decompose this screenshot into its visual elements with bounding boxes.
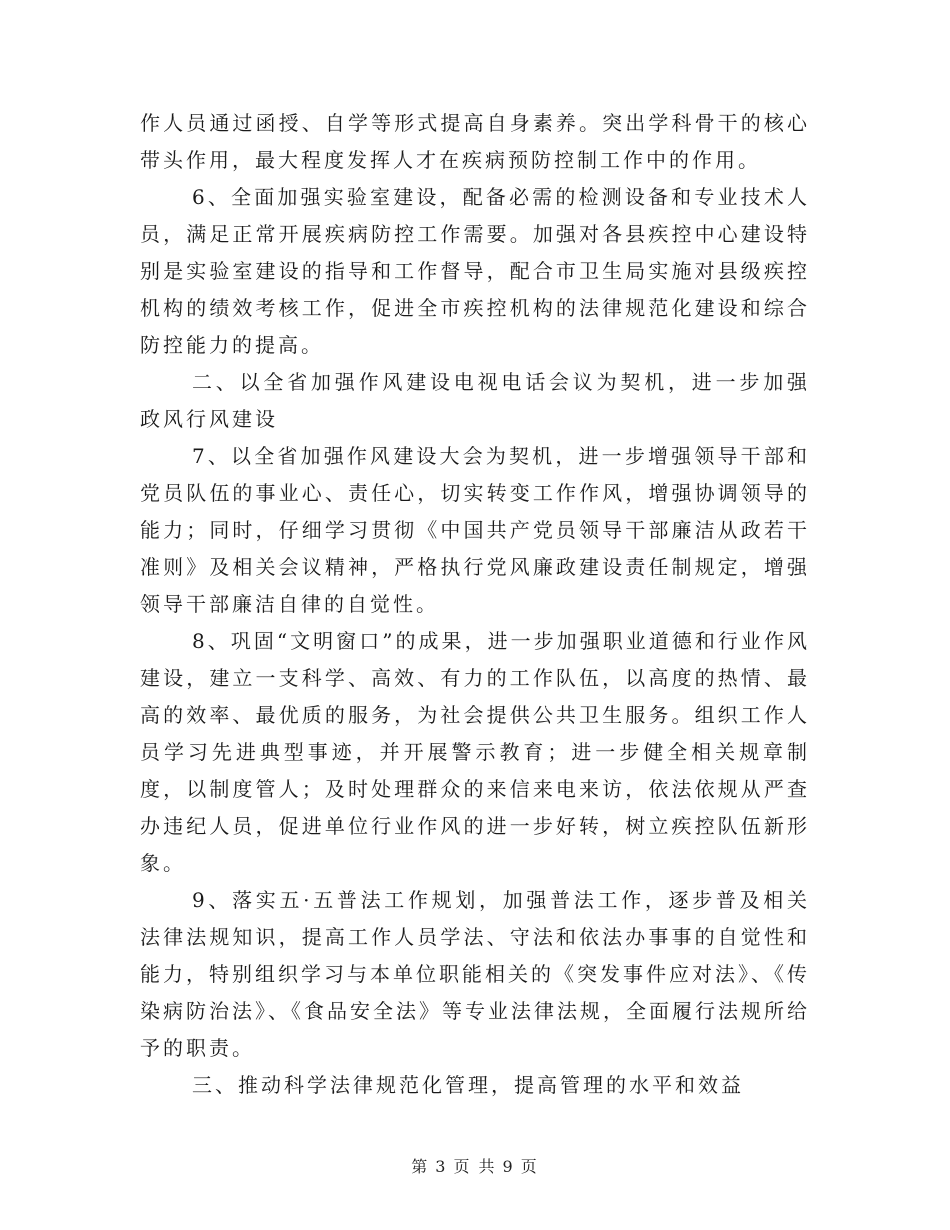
footer-middle: 页 共: [453, 1157, 497, 1176]
paragraph-continuation: 作人员通过函授、自学等形式提高自身素养。突出学科骨干的核心带头作用，最大程度发挥人才在疾病预防控制工作中的作用。: [140, 111, 810, 172]
page-number-footer: [0, 1154, 950, 1177]
footer-total-pages: 9: [502, 1157, 515, 1176]
footer-prefix: 第: [411, 1157, 430, 1176]
section-heading-2: 二、以全省加强作风建设电视电话会议为契机，进一步加强政风行风建设: [140, 370, 810, 431]
paragraph-item-8: 8、巩固“文明窗口”的成果，进一步加强职业道德和行业作风建设，建立一支科学、高效、有力的工作队伍，以高度的热情、最高的效率、最优质的服务，为社会提供公共卫生服务。组织工作人员学习先进典型事迹，并开展警示教育；进一步健全相关规章制度，以制度管人；及时处理群众的来信来电来访，依法依规从严查办违纪人员，促进单位行业作风的进一步好转，树立疾控队伍新形象。: [140, 629, 810, 875]
section-heading-3: 三、推动科学法律规范化管理，提高管理的水平和效益: [192, 1073, 744, 1097]
footer-suffix: 页: [520, 1157, 539, 1176]
paragraph-item-6: 6、全面加强实验室建设，配备必需的检测设备和专业技术人员，满足正常开展疾病防控工作需要。加强对各县疾控中心建设特别是实验室建设的指导和工作督导，配合市卫生局实施对县级疾控机构的绩效考核工作，促进全市疾控机构的法律规范化建设和综合防控能力的提高。: [140, 185, 810, 357]
paragraph-item-7: 7、以全省加强作风建设大会为契机，进一步增强领导干部和党员队伍的事业心、责任心，切实转变工作作风，增强协调领导的能力；同时，仔细学习贯彻《中国共产党员领导干部廉洁从政若干准则》及相关会议精神，严格执行党风廉政建设责任制规定，增强领导干部廉洁自律的自觉性。: [140, 444, 810, 616]
document-body: [140, 105, 810, 1104]
footer-current-page: 3: [435, 1157, 448, 1176]
paragraph-item-9: 9、落实五·五普法工作规划，加强普法工作，逐步普及相关法律法规知识，提高工作人员学法、守法和依法办事事的自觉性和能力，特别组织学习与本单位职能相关的《突发事件应对法》、《传染病防治法》、《食品安全法》等专业法律法规，全面履行法规所给予的职责。: [140, 888, 810, 1060]
